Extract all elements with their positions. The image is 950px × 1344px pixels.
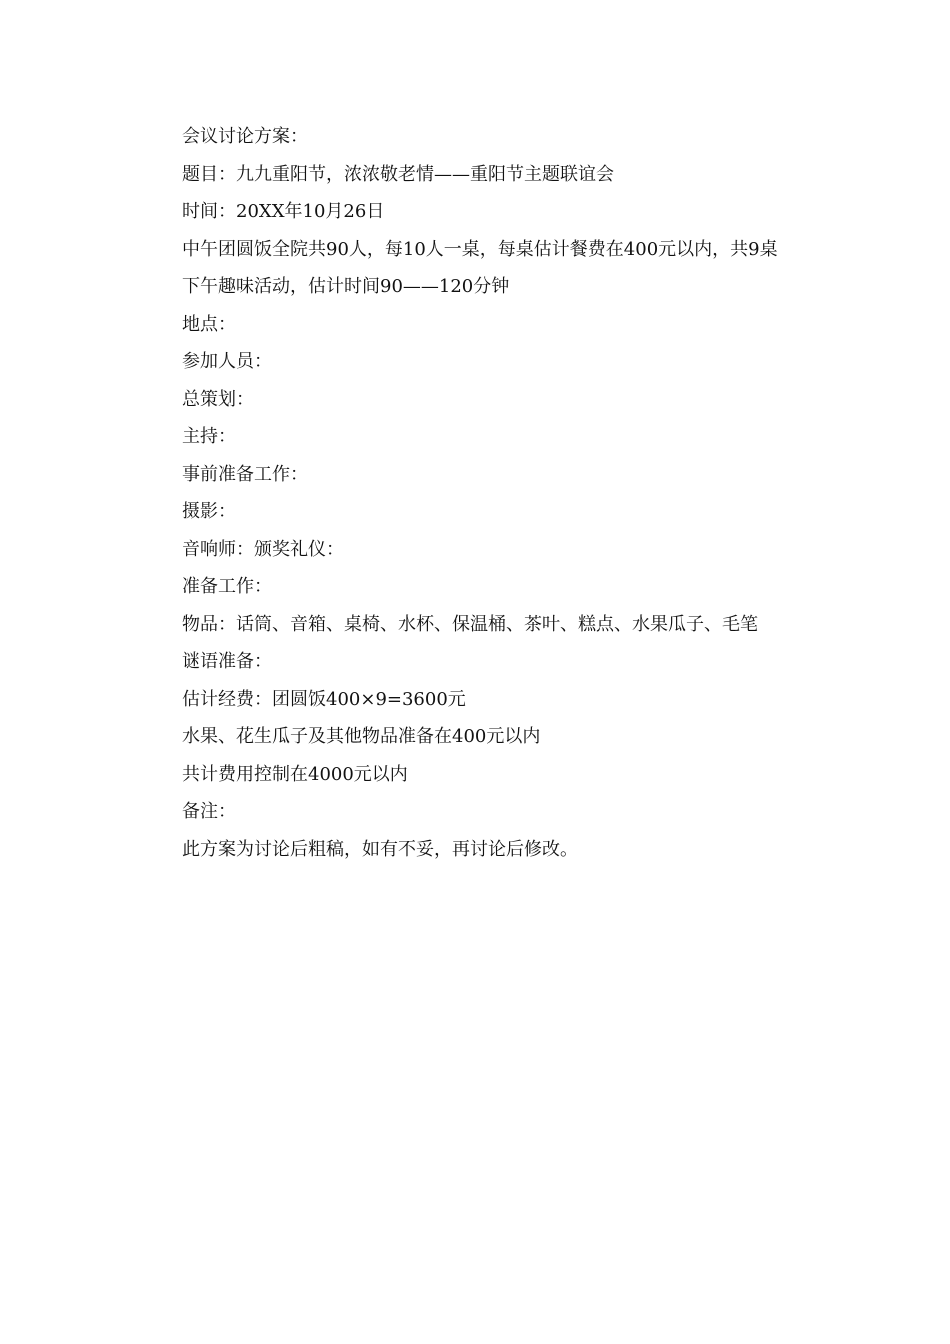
participants-line: 参加人员： [182, 351, 272, 372]
lunch-line: 中午团圆饭全院共90人，每10人一桌，每桌估计餐费在400元以内，共9桌 [182, 238, 778, 260]
document-body [144, 118, 814, 868]
afternoon-activity-line: 下午趣味活动，估计时间90——120分钟 [182, 276, 510, 297]
chief-planner-line: 总策划： [182, 388, 254, 410]
photography-line: 摄影： [182, 501, 236, 522]
topic-line: 题目：九九重阳节，浓浓敬老情——重阳节主题联谊会 [182, 163, 614, 185]
time-line: 时间：20XX年10月26日 [182, 201, 385, 222]
total-budget-line: 共计费用控制在4000元以内 [182, 763, 408, 785]
preparation-heading: 事前准备工作： [182, 463, 308, 485]
riddles-line: 谜语准备： [182, 651, 272, 672]
remarks-line: 此方案为讨论后粗稿，如有不妥，再讨论后修改。 [182, 838, 578, 860]
items-line: 物品：话筒、音箱、桌椅、水杯、保温桶、茶叶、糕点、水果瓜子、毛笔 [182, 613, 758, 635]
remarks-heading: 备注： [182, 801, 236, 822]
fruit-budget-line: 水果、花生瓜子及其他物品准备在400元以内 [182, 726, 541, 747]
location-line: 地点： [182, 313, 236, 335]
host-line: 主持： [182, 426, 236, 447]
budget-line: 估计经费：团圆饭400×9=3600元 [182, 688, 466, 710]
heading-discussion-plan: 会议讨论方案： [182, 126, 308, 147]
preparation-work-line: 准备工作： [182, 576, 272, 597]
sound-and-award-line: 音响师：颁奖礼仪： [182, 538, 344, 560]
